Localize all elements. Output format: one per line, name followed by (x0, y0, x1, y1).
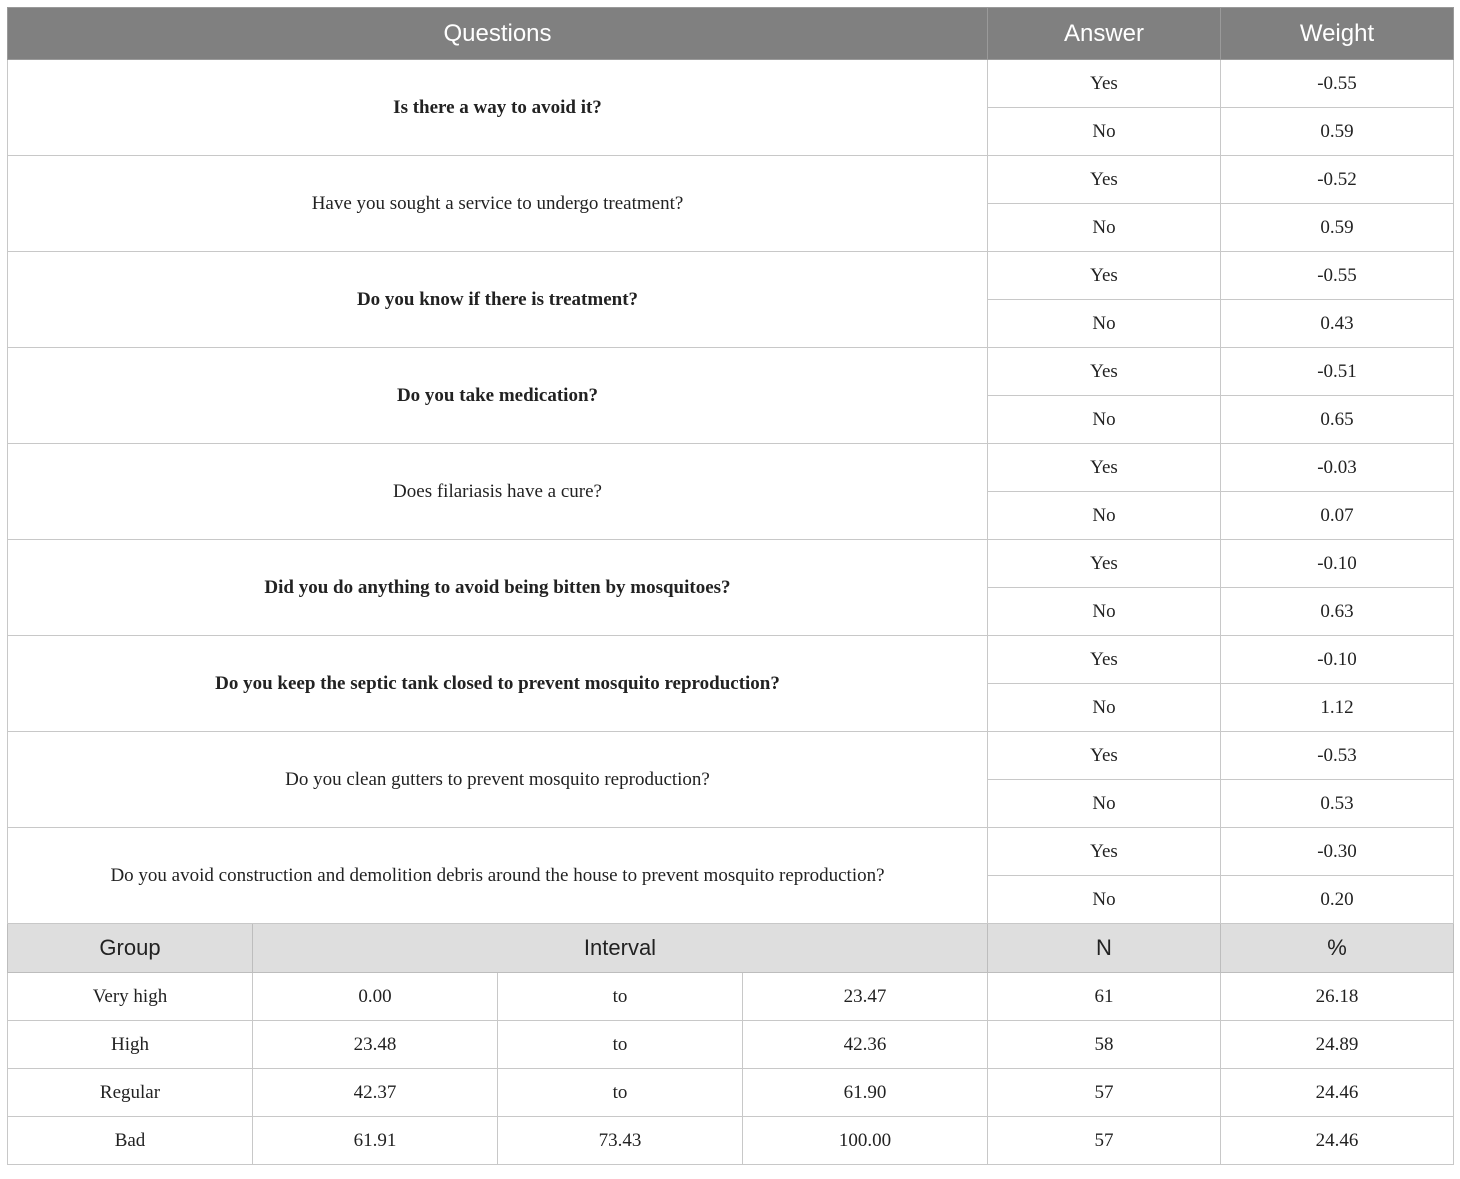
group-name: High (8, 1021, 253, 1069)
group-n: 57 (988, 1069, 1221, 1117)
answer-label: No (988, 300, 1221, 348)
group-name: Bad (8, 1117, 253, 1165)
questionnaire-table (7, 7, 1454, 1165)
group-n: 57 (988, 1117, 1221, 1165)
answer-label: Yes (988, 636, 1221, 684)
group-n: 58 (988, 1021, 1221, 1069)
answer-label: Yes (988, 252, 1221, 300)
answer-weight: 0.53 (1221, 780, 1454, 828)
answer-weight: 0.20 (1221, 876, 1454, 924)
answer-row (8, 828, 1454, 876)
answer-row (8, 156, 1454, 204)
header-weight: Weight (1221, 8, 1454, 60)
group-percent: 24.89 (1221, 1021, 1454, 1069)
table-header-row (8, 8, 1454, 60)
answer-label: No (988, 876, 1221, 924)
answer-row (8, 348, 1454, 396)
interval-from: 23.48 (253, 1021, 498, 1069)
interval-from: 0.00 (253, 973, 498, 1021)
question-text: Do you clean gutters to prevent mosquito reproduction? (8, 732, 988, 828)
answer-row (8, 252, 1454, 300)
interval-mid: to (498, 973, 743, 1021)
header-questions: Questions (8, 8, 988, 60)
answer-label: No (988, 684, 1221, 732)
answer-row (8, 444, 1454, 492)
answer-label: Yes (988, 348, 1221, 396)
group-percent: 24.46 (1221, 1069, 1454, 1117)
header-percent: % (1221, 924, 1454, 973)
interval-to: 100.00 (743, 1117, 988, 1165)
answer-weight: 0.07 (1221, 492, 1454, 540)
question-text: Do you avoid construction and demolition debris around the house to prevent mosquito reproduction? (8, 828, 988, 924)
answer-weight: -0.53 (1221, 732, 1454, 780)
interval-mid: to (498, 1069, 743, 1117)
interval-from: 42.37 (253, 1069, 498, 1117)
question-text: Have you sought a service to undergo treatment? (8, 156, 988, 252)
answer-weight: -0.52 (1221, 156, 1454, 204)
answer-label: Yes (988, 444, 1221, 492)
question-text: Do you know if there is treatment? (8, 252, 988, 348)
group-percent: 24.46 (1221, 1117, 1454, 1165)
answer-label: Yes (988, 540, 1221, 588)
header-interval: Interval (253, 924, 988, 973)
group-row (8, 1117, 1454, 1165)
answer-weight: -0.30 (1221, 828, 1454, 876)
group-row (8, 973, 1454, 1021)
answer-weight: 0.65 (1221, 396, 1454, 444)
answer-row (8, 732, 1454, 780)
answer-label: No (988, 780, 1221, 828)
group-row (8, 1021, 1454, 1069)
answer-weight: -0.10 (1221, 540, 1454, 588)
answer-row (8, 60, 1454, 108)
groups-body (8, 924, 1454, 1165)
interval-mid: to (498, 1021, 743, 1069)
group-name: Regular (8, 1069, 253, 1117)
answer-weight: 0.59 (1221, 204, 1454, 252)
answer-label: No (988, 492, 1221, 540)
answer-label: Yes (988, 828, 1221, 876)
question-text: Does filariasis have a cure? (8, 444, 988, 540)
answer-weight: 0.63 (1221, 588, 1454, 636)
question-text: Do you take medication? (8, 348, 988, 444)
answer-label: Yes (988, 156, 1221, 204)
answer-weight: -0.51 (1221, 348, 1454, 396)
questions-body (8, 60, 1454, 924)
answer-weight: 0.43 (1221, 300, 1454, 348)
answer-label: No (988, 204, 1221, 252)
answer-weight: 1.12 (1221, 684, 1454, 732)
answer-weight: -0.10 (1221, 636, 1454, 684)
answer-row (8, 540, 1454, 588)
group-percent: 26.18 (1221, 973, 1454, 1021)
answer-label: No (988, 396, 1221, 444)
question-text: Did you do anything to avoid being bitten by mosquitoes? (8, 540, 988, 636)
answer-label: No (988, 588, 1221, 636)
group-n: 61 (988, 973, 1221, 1021)
group-name: Very high (8, 973, 253, 1021)
answer-weight: -0.55 (1221, 60, 1454, 108)
interval-to: 42.36 (743, 1021, 988, 1069)
answer-row (8, 636, 1454, 684)
answer-label: Yes (988, 732, 1221, 780)
group-header-row (8, 924, 1454, 973)
header-answer: Answer (988, 8, 1221, 60)
interval-to: 61.90 (743, 1069, 988, 1117)
group-row (8, 1069, 1454, 1117)
answer-label: Yes (988, 60, 1221, 108)
header-n: N (988, 924, 1221, 973)
answer-weight: -0.03 (1221, 444, 1454, 492)
header-group: Group (8, 924, 253, 973)
interval-mid: 73.43 (498, 1117, 743, 1165)
interval-to: 23.47 (743, 973, 988, 1021)
question-text: Is there a way to avoid it? (8, 60, 988, 156)
interval-from: 61.91 (253, 1117, 498, 1165)
question-text: Do you keep the septic tank closed to prevent mosquito reproduction? (8, 636, 988, 732)
answer-weight: -0.55 (1221, 252, 1454, 300)
answer-label: No (988, 108, 1221, 156)
answer-weight: 0.59 (1221, 108, 1454, 156)
